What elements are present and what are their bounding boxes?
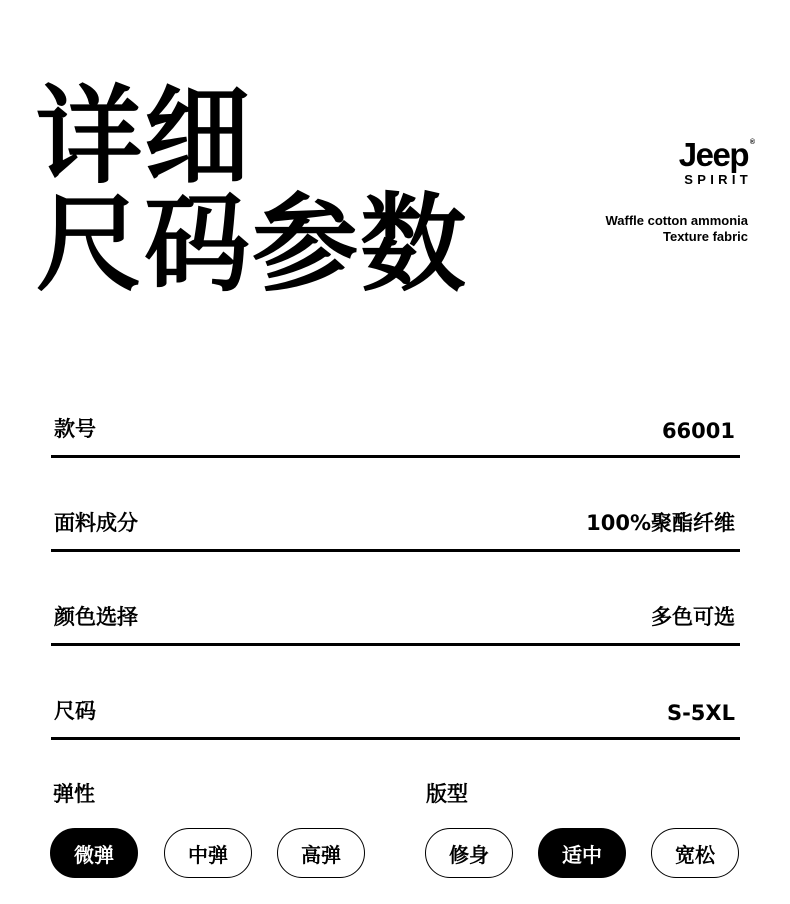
page-title-line-2: 尺码参数 xyxy=(36,183,468,306)
elasticity-title: 弹性 xyxy=(53,782,95,806)
spec-row-colors xyxy=(51,552,740,646)
spec-label: 尺码 xyxy=(54,699,96,723)
spec-value: 66001 xyxy=(661,419,735,443)
fit-option-loose: 宽松 xyxy=(651,828,739,878)
fit-option-slim: 修身 xyxy=(425,828,513,878)
brand-logo xyxy=(678,136,755,173)
elasticity-option-slight: 微弹 xyxy=(50,828,138,878)
elasticity-option-high: 高弹 xyxy=(277,828,365,878)
spec-value: 100%聚酯纤维 xyxy=(586,511,735,535)
fit-option-regular: 适中 xyxy=(538,828,626,878)
brand-subtitle: SPIRIT xyxy=(684,172,752,187)
page-title-line-1: 详细 xyxy=(36,75,252,198)
spec-label: 面料成分 xyxy=(54,511,138,535)
spec-row-sizes xyxy=(51,646,740,740)
fabric-tagline-line-2: Texture fabric xyxy=(662,229,748,244)
elasticity-option-medium: 中弹 xyxy=(164,828,252,878)
brand-block xyxy=(678,136,755,187)
spec-value: 多色可选 xyxy=(651,605,735,629)
fabric-tagline-line-1: Waffle cotton ammonia xyxy=(605,213,748,228)
spec-label: 款号 xyxy=(54,417,96,441)
brand-logo-text: Jeep xyxy=(678,136,748,173)
fit-title: 版型 xyxy=(426,782,468,806)
registered-mark: ® xyxy=(749,139,755,146)
fabric-tagline xyxy=(605,213,748,245)
spec-label: 颜色选择 xyxy=(54,605,138,629)
spec-row-fabric xyxy=(51,458,740,552)
spec-value: S-5XL xyxy=(666,701,735,725)
spec-row-style-number xyxy=(51,364,740,458)
